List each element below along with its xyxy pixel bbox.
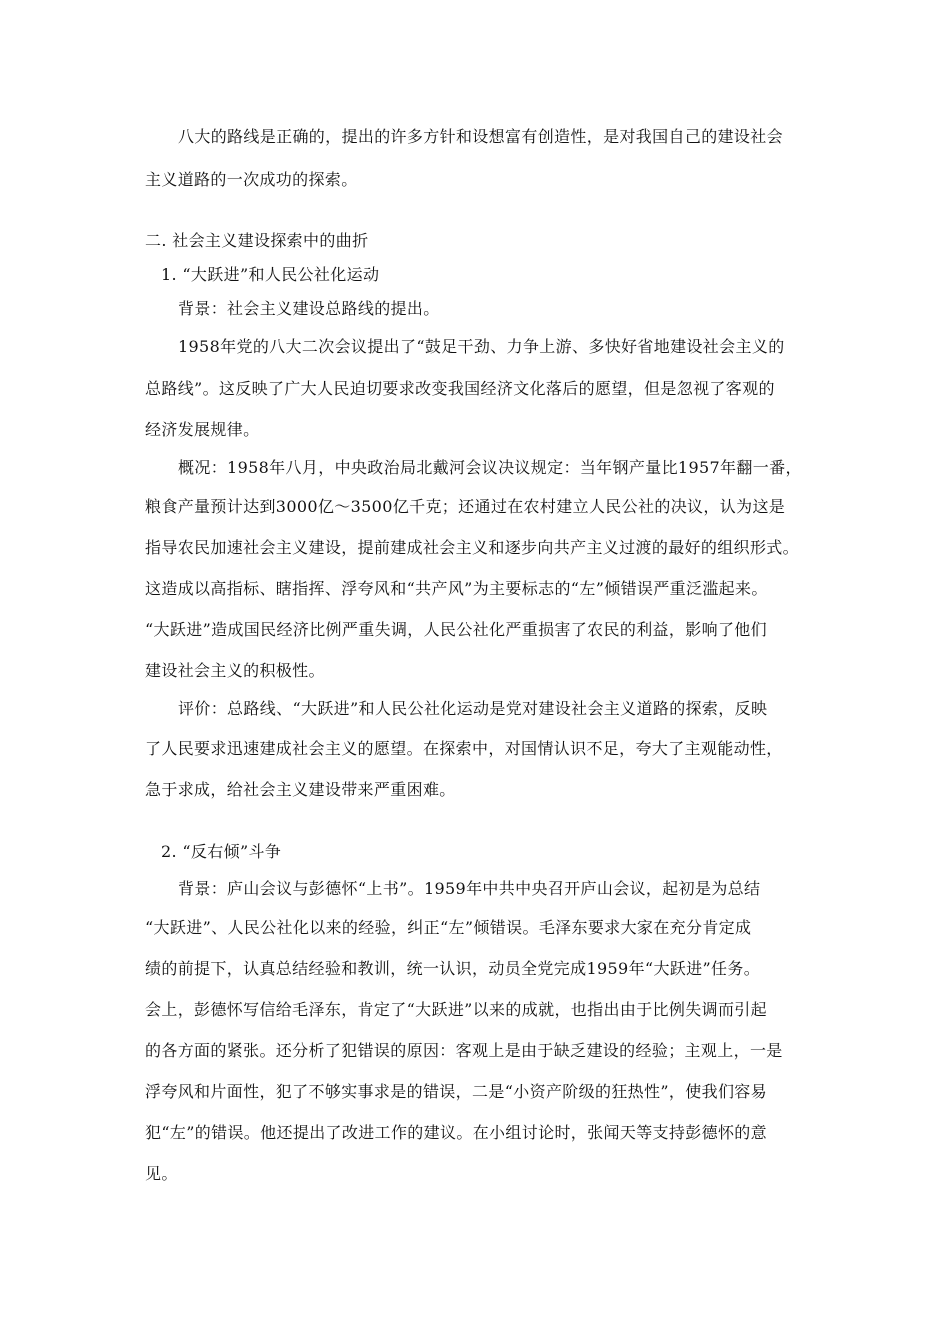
subsection-heading: 1. “大跃进”和人民公社化运动 bbox=[161, 265, 380, 284]
paragraph-line: 浮夸风和片面性，犯了不够实事求是的错误，二是“小资产阶级的狂热性”，使我们容易 bbox=[145, 1082, 768, 1101]
paragraph-line: 这造成以高指标、瞎指挥、浮夸风和“共产风”为主要标志的“左”倾错误严重泛滥起来。 bbox=[145, 579, 768, 598]
paragraph-line: “大跃进”造成国民经济比例严重失调，人民公社化严重损害了农民的利益，影响了他们 bbox=[145, 620, 768, 639]
paragraph-line: 背景：社会主义建设总路线的提出。 bbox=[178, 299, 440, 318]
paragraph-line: 建设社会主义的积极性。 bbox=[145, 661, 325, 680]
paragraph-line: 了人民要求迅速建成社会主义的愿望。在探索中，对国情认识不足，夸大了主观能动性， bbox=[145, 739, 783, 758]
paragraph-line: 经济发展规律。 bbox=[145, 420, 260, 439]
intro-line: 八大的路线是正确的，提出的许多方针和设想富有创造性，是对我国自己的建设社会 bbox=[178, 127, 783, 146]
paragraph-line: 背景：庐山会议与彭德怀“上书”。1959年中共中央召开庐山会议，起初是为总结 bbox=[178, 879, 761, 898]
paragraph-line: 粮食产量预计达到3000亿～3500亿千克；还通过在农村建立人民公社的决议，认为这是 bbox=[145, 497, 786, 516]
paragraph-line: 见。 bbox=[145, 1164, 178, 1183]
paragraph-line: 急于求成，给社会主义建设带来严重困难。 bbox=[145, 780, 456, 799]
paragraph-line: 评价：总路线、“大跃进”和人民公社化运动是党对建设社会主义道路的探索，反映 bbox=[178, 699, 768, 718]
section-heading: 二. 社会主义建设探索中的曲折 bbox=[145, 231, 369, 250]
paragraph-line: 指导农民加速社会主义建设，提前建成社会主义和逐步向共产主义过渡的最好的组织形式。 bbox=[145, 538, 800, 557]
intro-line: 主义道路的一次成功的探索。 bbox=[145, 170, 358, 189]
subsection-heading: 2. “反右倾”斗争 bbox=[161, 842, 282, 861]
paragraph-line: 1958年党的八大二次会议提出了“鼓足干劲、力争上游、多快好省地建设社会主义的 bbox=[178, 337, 785, 356]
paragraph-line: 概况：1958年八月，中央政治局北戴河会议决议规定：当年钢产量比1957年翻一番， bbox=[178, 458, 802, 477]
paragraph-line: 会上，彭德怀写信给毛泽东，肯定了“大跃进”以来的成就，也指出由于比例失调而引起 bbox=[145, 1000, 768, 1019]
paragraph-line: 的各方面的紧张。还分析了犯错误的原因：客观上是由于缺乏建设的经验；主观上，一是 bbox=[145, 1041, 783, 1060]
paragraph-line: “大跃进”、人民公社化以来的经验，纠正“左”倾错误。毛泽东要求大家在充分肯定成 bbox=[145, 918, 752, 937]
paragraph-line: 绩的前提下，认真总结经验和教训，统一认识，动员全党完成1959年“大跃进”任务。 bbox=[145, 959, 761, 978]
paragraph-line: 犯“左”的错误。他还提出了改进工作的建议。在小组讨论时，张闻天等支持彭德怀的意 bbox=[145, 1123, 768, 1142]
paragraph-line: 总路线”。这反映了广大人民迫切要求改变我国经济文化落后的愿望，但是忽视了客观的 bbox=[145, 379, 775, 398]
